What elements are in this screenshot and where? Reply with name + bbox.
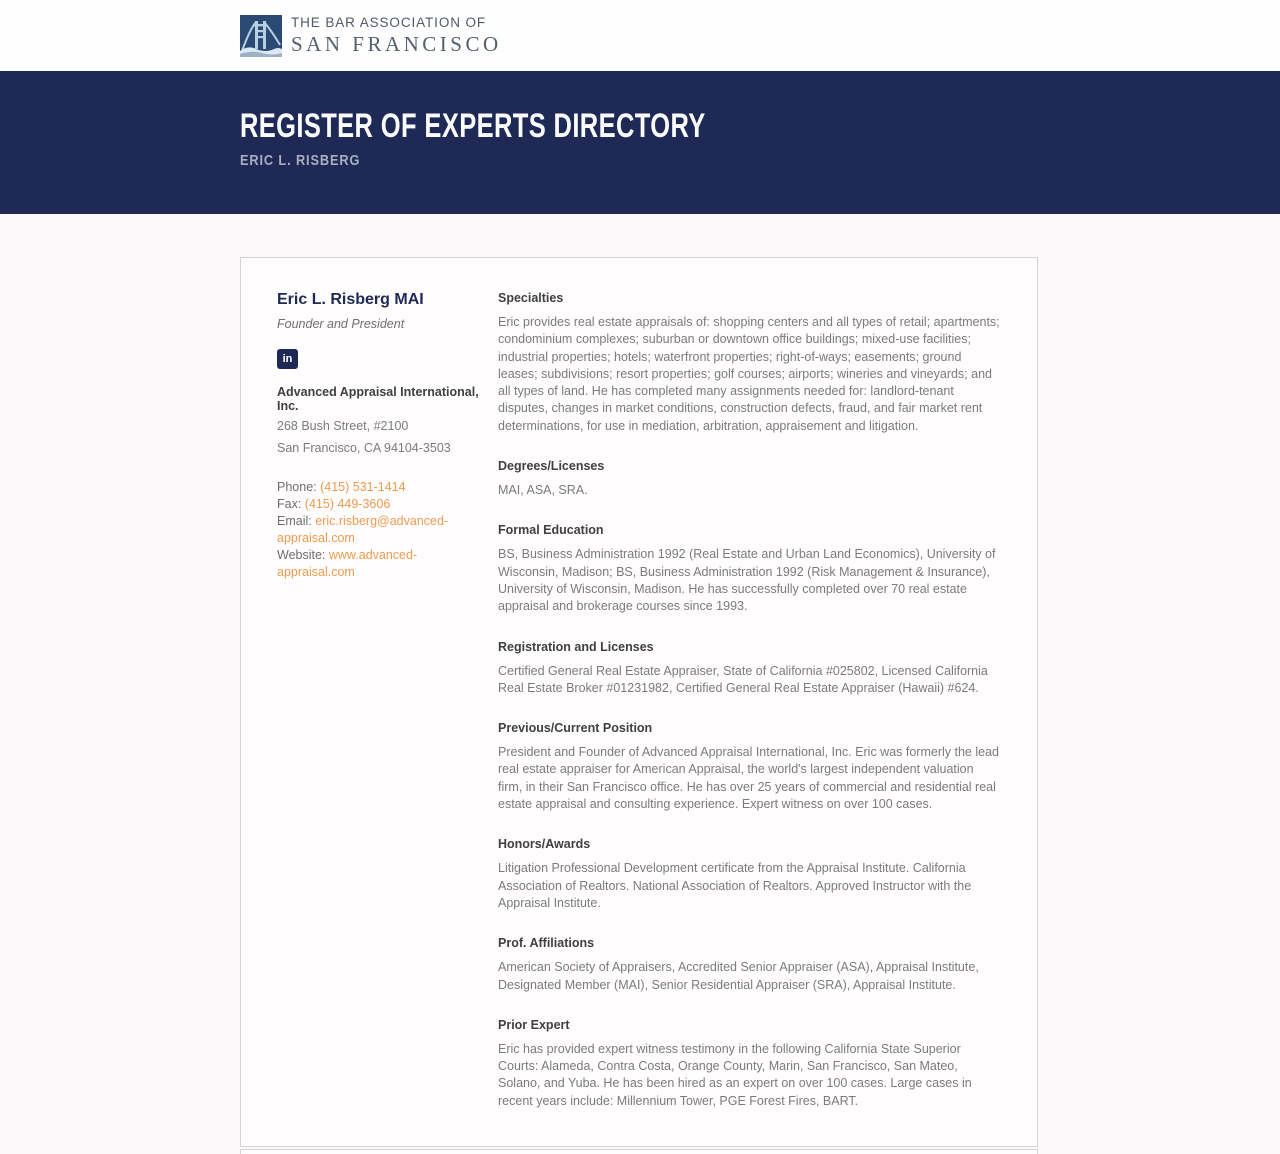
section-prof-affiliations	[498, 936, 1001, 994]
phone-line	[277, 479, 480, 496]
section-heading: Specialties	[498, 291, 564, 305]
section-heading: Registration and Licenses	[498, 639, 654, 654]
section-heading: Prior Expert	[498, 1017, 570, 1032]
phone-label: Phone:	[277, 480, 321, 494]
profile-detail-column	[498, 291, 1001, 1110]
site-header	[0, 0, 1280, 71]
email-link[interactable]: eric.risberg@advanced-appraisal.com	[277, 514, 449, 545]
profile-left-column	[277, 291, 498, 1110]
section-heading: Prof. Affiliations	[498, 936, 595, 951]
section-heading: Degrees/Licenses	[498, 459, 605, 474]
section-body: Eric provides real estate appraisals of: shopping centers and all types of retail; apartments; condominium complexes; suburban or downtown office buildings; mixed-use facilities; industrial properties; hotels; waterfront properties; right-of-ways; easements; ground leases; subdivisions; resort properties; golf courses; airports; wineries and vineyards; and all types of land. He has completed many assignments needed for: landlord-tenant disputes, changes in market conditions, construction defects, fraud, and fair market rent determinations, for use in mediation, arbitration, appraisement and litigation.	[498, 315, 1000, 433]
content-area	[0, 214, 1280, 1154]
section-degrees-licenses	[498, 459, 1001, 499]
page-subtitle: ERIC L. RISBERG	[240, 153, 361, 169]
section-body: Eric has provided expert witness testimony in the following California State Superior Courts: Alameda, Contra Costa, Orange County, Marin, San Francisco, San Mateo, Solano, and Yuba. He has been hired as an expert on over 100 cases. Large cases in recent years include: Millennium Tower, PGE Forest Fires, BART.	[498, 1041, 972, 1108]
section-body: Certified General Real Estate Appraiser, State of California #025802, Licensed California Real Estate Broker #01231982, Certified General Real Estate Appraiser (Hawaii) #624.	[498, 663, 988, 695]
expert-name: Eric L. Risberg MAI	[277, 291, 424, 308]
section-formal-education	[498, 523, 1001, 615]
address-line-1: 268 Bush Street, #2100	[277, 419, 409, 433]
email-line	[277, 513, 480, 547]
fax-line	[277, 496, 480, 513]
section-body: President and Founder of Advanced Appraisal International, Inc. Eric was formerly the lead real estate appraiser for American Appraisal, the world's largest independent valuation firm, in their San Francisco office. He has over 25 years of commercial and residential real estate appraisal and consulting experience. Expert witness on over 100 cases.	[498, 745, 999, 812]
section-body: Litigation Professional Development certificate from the Appraisal Institute. California Association of Realtors. National Association of Realtors. Approved Instructor with the Appraisal Institute.	[498, 861, 972, 910]
section-body: MAI, ASA, SRA.	[498, 483, 588, 498]
section-body: BS, Business Administration 1992 (Real Estate and Urban Land Economics), University of Wisconsin, Madison; BS, Business Administration 1992 (Risk Management & Insurance), University of Wisconsin, Madison. He has successfully completed over 70 real estate appraisal and brokerage courses since 1993.	[498, 547, 996, 614]
company-name: Advanced Appraisal International, Inc.	[277, 385, 479, 413]
expert-profile-card	[240, 257, 1038, 1147]
logo-line1: THE BAR ASSOCIATION OF	[291, 15, 487, 31]
linkedin-glyph: in	[282, 353, 293, 365]
linkedin-icon[interactable]	[277, 349, 298, 369]
page-title: REGISTER OF EXPERTS DIRECTORY	[240, 107, 706, 145]
logo-text	[291, 16, 502, 54]
section-previous-current-position	[498, 721, 1001, 813]
fax-link[interactable]: (415) 449-3606	[304, 497, 391, 511]
section-prior-expert	[498, 1018, 1001, 1110]
expert-role: Founder and President	[277, 317, 405, 331]
website-label: Website:	[277, 548, 329, 562]
section-body: American Society of Appraisers, Accredited Senior Appraiser (ASA), Appraisal Institute, Designated Member (MAI), Senior Residential Appraiser (SRA), Appraisal Institute.	[498, 960, 979, 992]
section-specialties	[498, 291, 1001, 435]
contact-block	[277, 479, 480, 581]
hero-banner	[0, 71, 1280, 214]
golden-gate-bridge-icon	[240, 15, 282, 57]
section-heading: Formal Education	[498, 523, 604, 538]
basf-logo[interactable]	[240, 15, 502, 57]
website-line	[277, 547, 480, 581]
section-registration-licenses	[498, 640, 1001, 698]
section-honors-awards	[498, 837, 1001, 912]
phone-link[interactable]: (415) 531-1414	[320, 480, 406, 494]
next-card-peek	[240, 1149, 1038, 1154]
section-heading: Previous/Current Position	[498, 721, 653, 736]
email-label: Email:	[277, 514, 316, 528]
section-heading: Honors/Awards	[498, 837, 591, 852]
address-line-2: San Francisco, CA 94104-3503	[277, 441, 451, 455]
logo-line2: SAN FRANCISCO	[291, 31, 502, 56]
fax-label: Fax:	[277, 497, 305, 511]
website-link[interactable]: www.advanced-appraisal.com	[277, 548, 418, 579]
